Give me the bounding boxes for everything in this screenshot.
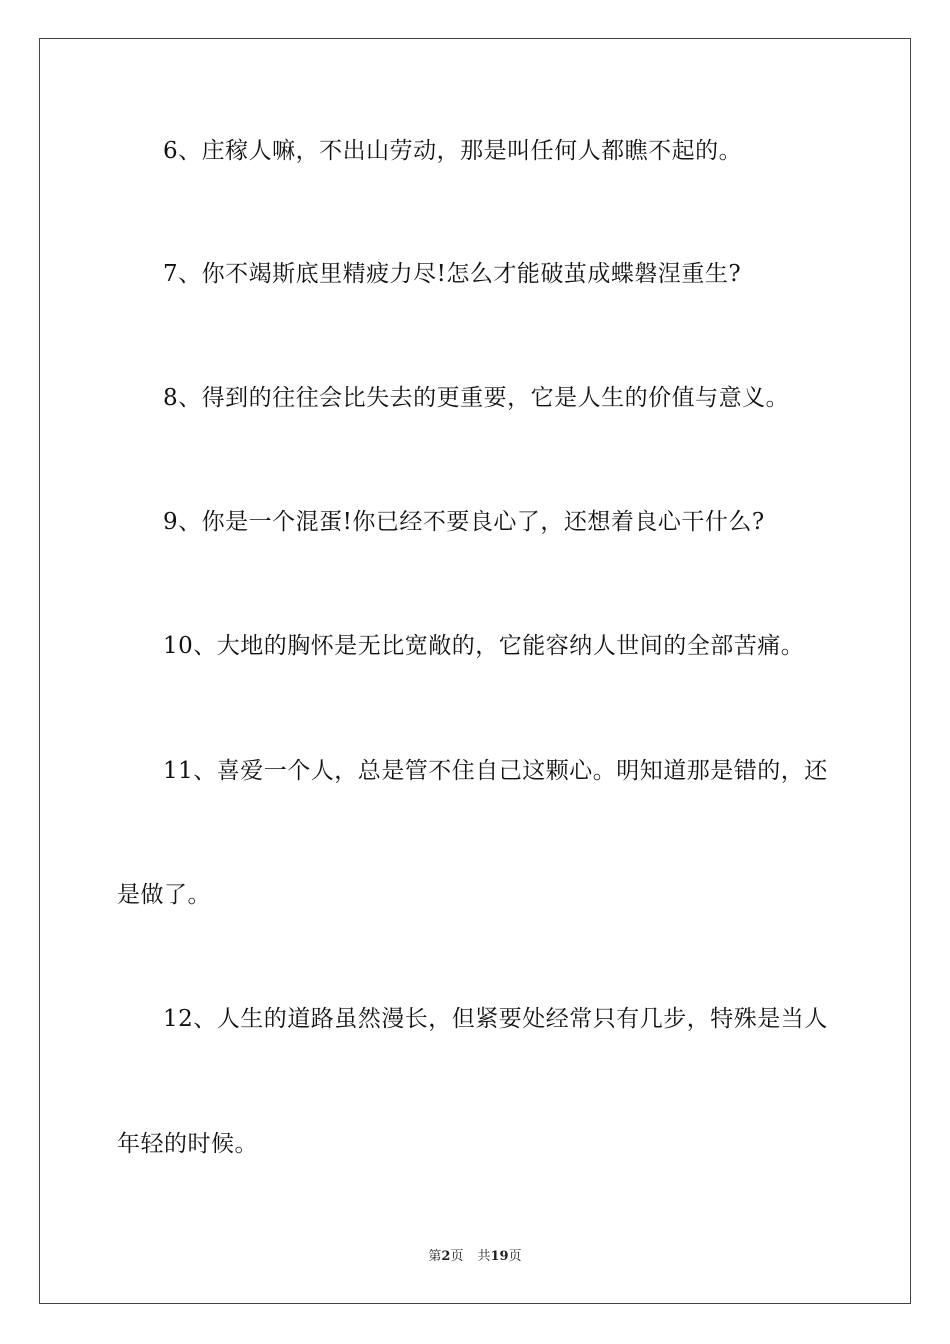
footer-total-suffix: 页	[508, 1249, 522, 1264]
footer-page-prefix: 第	[428, 1249, 442, 1264]
footer-page-number: 2	[441, 1249, 451, 1264]
paragraph-12-line-1: 12、人生的道路虽然漫长，但紧要处经常只有几步，特殊是当人	[163, 1006, 828, 1032]
paragraph-9-line-1: 9、你是一个混蛋!你已经不要良心了，还想着良心干什么?	[163, 509, 765, 535]
paragraph-7-line-1: 7、你不竭斯底里精疲力尽!怎么才能破茧成蝶磐涅重生?	[163, 261, 742, 287]
page-border	[39, 38, 911, 1304]
footer-page-suffix: 页	[450, 1249, 464, 1264]
paragraph-12-line-2: 年轻的时候。	[117, 1131, 258, 1157]
paragraph-6-line-1: 6、庄稼人嘛，不出山劳动，那是叫任何人都瞧不起的。	[163, 138, 743, 164]
paragraph-11-line-1: 11、喜爱一个人，总是管不住自己这颗心。明知道那是错的，还	[163, 758, 828, 784]
footer-total-prefix: 共	[477, 1249, 491, 1264]
paragraph-8-line-1: 8、得到的往往会比失去的更重要，它是人生的价值与意义。	[163, 385, 790, 411]
paragraph-10-line-1: 10、大地的胸怀是无比宽敞的，它能容纳人世间的全部苦痛。	[163, 633, 805, 659]
page-footer	[0, 1248, 950, 1266]
paragraph-11-line-2: 是做了。	[117, 882, 211, 908]
footer-total-number: 19	[490, 1249, 509, 1264]
